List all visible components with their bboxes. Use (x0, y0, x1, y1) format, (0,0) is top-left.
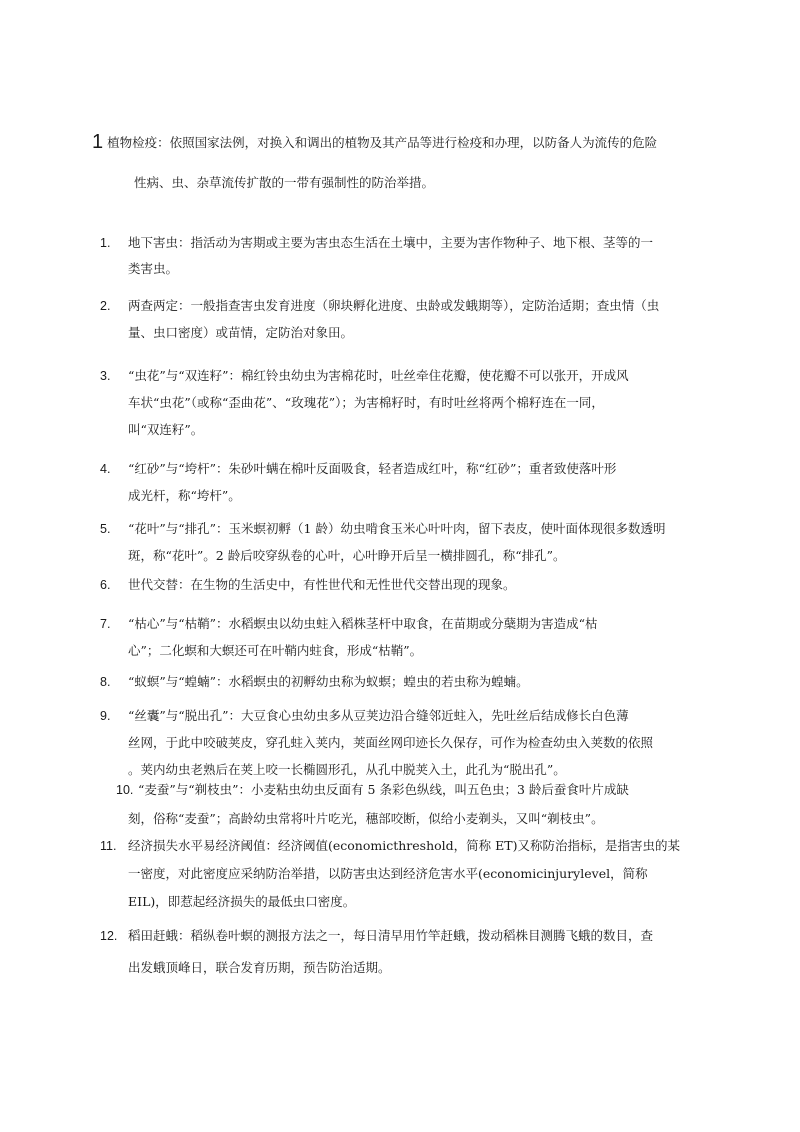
item-number: 12. (100, 929, 118, 943)
item-line: 世代交替：在生物的生活史中，有性世代和无性世代交替出现的现象。 (128, 577, 516, 592)
item-line: 刻，俗称“麦蚕”；高龄幼虫常将叶片吃光，穗部咬断，似给小麦剃头，又叫“剃枝虫”。 (128, 811, 604, 826)
item-line: 。荚内幼虫老熟后在荚上咬一长椭圆形孔，从孔中脱荚入土，此孔为“脱出孔”。 (128, 762, 566, 777)
item-line: 成光杆，称“垮杆”。 (128, 488, 241, 503)
item-line: 出发蛾顶峰日，联合发育历期，预告防治适期。 (128, 960, 391, 975)
item-line: 地下害虫：指活动为害期或主要为害虫态生活在土壤中，主要为害作物种子、地下根、茎等的一 (128, 235, 654, 250)
definition-plant-quarantine (92, 131, 732, 190)
item-line: “枯心”与“枯鞘”：水稻螟虫以幼虫蛀入稻株茎杆中取食，在苗期或分蘖期为害造成“枯 (128, 616, 598, 631)
item-line: 经济损失水平易经济阈值：经济阈值(economicthreshold，简称 ET)又称防治指标，是指害虫的某 (128, 838, 680, 853)
item-number: 2. (100, 299, 111, 313)
item-line: 丝网，于此中咬破荚皮，穿孔蛀入荚内，荚面丝网印迹长久保存，可作为检查幼虫入荚数的依照 (128, 735, 654, 750)
item-line: “花叶”与“排孔”：玉米螟初孵（1 龄）幼虫啃食玉米心叶叶肉，留下表皮，使叶面体现很多数透明 (128, 521, 666, 536)
item-line: 量、虫口密度）或苗情，定防治对象田。 (128, 325, 354, 340)
item-number: 4. (100, 462, 111, 476)
item-line: 类害虫。 (128, 261, 179, 276)
item-number: 1. (100, 236, 111, 250)
intro-line-1 (92, 132, 732, 153)
item-line: 一密度，对此密度应采纳防治举措，以防害虫达到经济危害水平(economicinjurylevel，简称 (128, 866, 648, 881)
item-number: 6. (100, 578, 111, 592)
item-line: 车状“虫花”（或称“歪曲花”、“玫瑰花”）；为害棉籽时，有时吐丝将两个棉籽连在一同， (128, 395, 604, 410)
item-number: 7. (100, 617, 111, 631)
item-line: “麦蚕”与“剃枝虫”：小麦粘虫幼虫反面有 5 条彩色纵线，叫五色虫；3 龄后蚕食叶片成缺 (138, 782, 629, 797)
item-line: 斑，称“花叶”。2 龄后咬穿纵卷的心叶，心叶睁开后呈一横排圆孔，称“排孔”。 (128, 548, 566, 563)
item-number: 9. (100, 709, 111, 723)
intro-line-2: 性病、虫、杂草流传扩散的一带有强制性的防治举措。 (134, 175, 435, 190)
item-line: 叫“双连籽”。 (128, 422, 204, 437)
intro-number: 1 (92, 131, 104, 153)
item-line: “蚁螟”与“蝗蝻”：水稻螟虫的初孵幼虫称为蚁螟；蝗虫的若虫称为蝗蝻。 (128, 674, 529, 689)
item-number: 11. (100, 839, 117, 853)
item-line: EIL)，即惹起经济损失的最低虫口密度。 (128, 894, 356, 909)
item-line: “虫花”与“双连籽”：棉红铃虫幼虫为害棉花时，吐丝牵住花瓣，使花瓣不可以张开，开成风 (128, 368, 629, 383)
item-number: 3. (100, 369, 111, 383)
item-line: 两查两定：一般指查害虫发育进度（卵块孵化进度、虫龄或发蛾期等），定防治适期；查虫情（虫 (128, 298, 660, 313)
item-number: 5. (100, 522, 111, 536)
intro-text-1: 植物检疫：依照国家法例，对换入和调出的植物及其产品等进行检疫和办理，以防备人为流传的危险 (107, 135, 658, 150)
item-number: 10. (116, 783, 134, 797)
item-number: 8. (100, 675, 111, 689)
item-line: 心”；二化螟和大螟还可在叶鞘内蛀食，形成“枯鞘”。 (128, 643, 423, 658)
item-line: “丝囊”与“脱出孔”：大豆食心虫幼虫多从豆荚边沿合缝邻近蛀入，先吐丝后结成修长白色薄 (128, 708, 629, 723)
item-line: 稻田赶蛾：稻纵卷叶螟的测报方法之一，每日清早用竹竿赶蛾，拨动稻株目测腾飞蛾的数目，查 (128, 928, 654, 943)
item-line: “红砂”与“垮杆”：朱砂叶螨在棉叶反面吸食，轻者造成红叶，称“红砂”；重者致使落叶形 (128, 461, 617, 476)
